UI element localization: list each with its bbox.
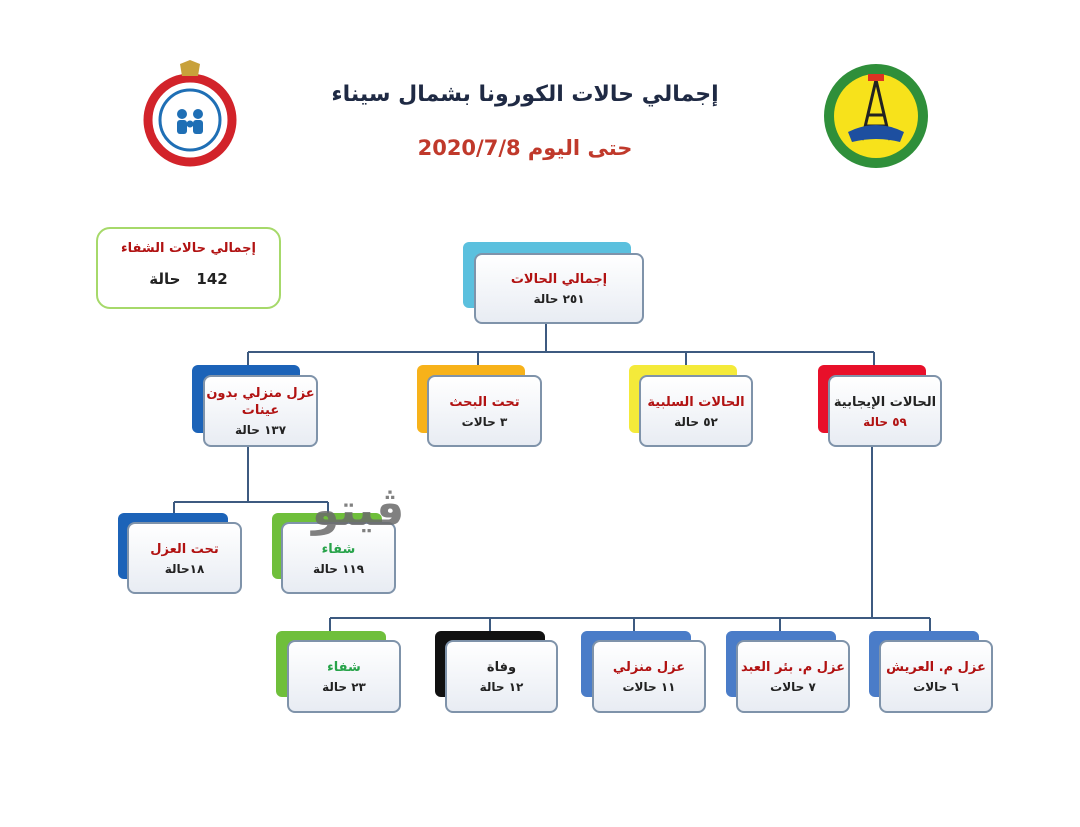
north-sinai-governorate-logo	[820, 60, 932, 176]
death-count: ١٢ حالة	[479, 680, 524, 694]
watermark-logo: ڤيتو	[312, 485, 405, 536]
arish-hospital-node	[879, 640, 993, 713]
total-recoveries-value: 142	[196, 270, 228, 288]
recovered-label-2: شفاء	[327, 660, 361, 675]
home-isolation-label: عزل منزلي	[612, 660, 686, 675]
under-investigation-count: ٣ حالات	[461, 414, 508, 429]
under-investigation-label: تحت البحث	[449, 394, 520, 410]
under-isolation-count: ١٨حالة	[164, 561, 205, 576]
negative-cases-node	[639, 375, 753, 447]
positive-cases-label: الحالات الإيجابية	[833, 394, 937, 410]
negative-cases-count: ٥٢ حالة	[674, 414, 718, 429]
page-subtitle: حتى اليوم 2020/7/8	[417, 136, 633, 160]
total-cases-label: إجمالي الحالات	[510, 272, 608, 287]
total-cases-count: ٢٥١ حالة	[533, 292, 585, 306]
arish-hospital-label: عزل م. العريش	[886, 660, 986, 675]
negative-cases-label: الحالات السلبية	[647, 394, 745, 410]
home-isolation-count: ١١ حالات	[622, 680, 676, 694]
page-title: إجمالي حالات الكورونا بشمال سيناء	[331, 82, 719, 107]
under-isolation-label: تحت العزل	[150, 541, 219, 557]
home-isolation-node	[592, 640, 706, 713]
total-cases-node	[474, 253, 644, 324]
total-recoveries-box	[96, 227, 281, 309]
bir-al-abd-hospital-node	[736, 640, 850, 713]
home-isolation-no-samples-node	[203, 375, 318, 447]
recovered-count-1: ١١٩ حالة	[312, 561, 365, 576]
under-isolation-node	[127, 522, 242, 594]
death-node	[445, 640, 558, 713]
total-recoveries-label: إجمالي حالات الشفاء	[121, 241, 256, 256]
under-investigation-node	[427, 375, 542, 447]
bir-al-abd-hospital-label: عزل م. بئر العبد	[740, 660, 846, 675]
recovered-count-2: ٢٣ حالة	[322, 680, 366, 694]
bir-al-abd-hospital-count: ٧ حالات	[770, 680, 816, 694]
total-recoveries-unit: حالة	[149, 270, 181, 288]
home-isolation-no-samples-count: ١٣٧ حالة	[234, 423, 287, 437]
ministry-of-health-logo	[135, 58, 245, 168]
recovered-label-1: شفاء	[321, 541, 356, 557]
arish-hospital-count: ٦ حالات	[913, 680, 959, 694]
death-label: وفاة	[486, 660, 517, 675]
total-recoveries-count	[98, 270, 279, 288]
home-isolation-no-samples-label: عزل منزلي بدون عينات	[206, 386, 315, 418]
positive-cases-count: ٥٩ حالة	[863, 414, 907, 429]
recovered-node-2	[287, 640, 401, 713]
positive-cases-node	[828, 375, 942, 447]
